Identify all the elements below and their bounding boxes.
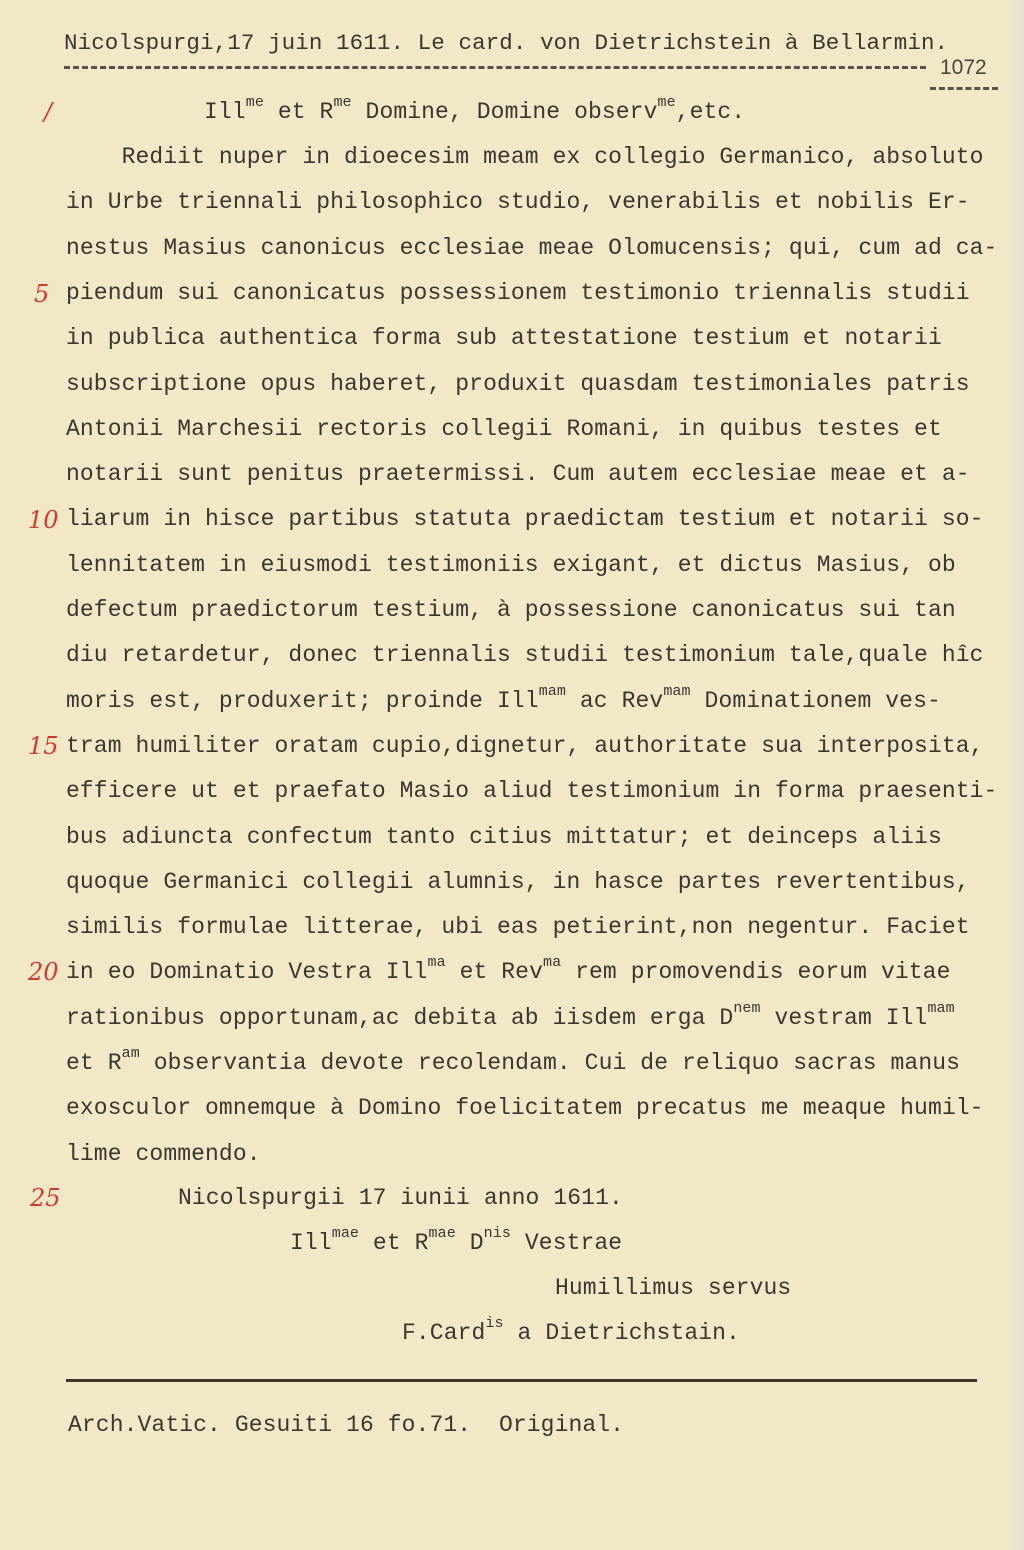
superscript-abbreviation: me — [245, 94, 264, 111]
salutation — [204, 94, 746, 129]
text-segment: quoque Germanici collegii alumnis, in hasce partes revertentibus, — [66, 868, 970, 895]
text-segment: Antonii Marchesii rectoris collegii Romani, in quibus testes et — [66, 415, 942, 442]
body-line — [66, 505, 984, 533]
text-segment: Ill — [290, 1230, 332, 1256]
body-line — [66, 1140, 261, 1168]
text-segment: piendum sui canonicatus possessionem testimonio triennalis studii — [66, 279, 970, 306]
header-dashed-rule — [64, 66, 926, 69]
superscript-abbreviation: me — [333, 94, 352, 111]
margin-line-number: 5 — [34, 280, 50, 308]
text-segment: nestus Masius canonicus ecclesiae meae Olomucensis; qui, cum ad ca- — [66, 234, 998, 261]
text-segment: Humillimus servus — [555, 1275, 792, 1301]
body-line — [66, 641, 984, 669]
page-edge — [1010, 0, 1024, 1550]
closing-address — [290, 1225, 623, 1260]
margin-line-number: 25 — [30, 1184, 61, 1212]
text-segment: et R — [263, 99, 334, 125]
body-line — [66, 551, 956, 579]
text-segment: et R — [359, 1230, 429, 1256]
superscript-abbreviation: me — [657, 94, 676, 111]
document-header: Nicolspurgi,17 juin 1611. Le card. von Dietrichstein à Bellarmin. — [64, 30, 949, 56]
text-segment: Domine, Domine observ — [351, 99, 658, 125]
closing-servant — [555, 1274, 791, 1302]
body-line — [66, 370, 970, 398]
text-segment: subscriptione opus haberet, produxit quasdam testimoniales patris — [66, 370, 970, 397]
superscript-abbreviation: am — [121, 1045, 140, 1062]
superscript-abbreviation: mae — [331, 1225, 360, 1242]
body-line — [66, 682, 941, 718]
body-line — [66, 913, 970, 941]
body-line — [66, 868, 970, 896]
margin-line-number: 10 — [28, 506, 59, 534]
margin-line-number: 15 — [28, 732, 59, 760]
text-segment: defectum praedictorum testium, à possessione canonicatus sui tan — [66, 597, 956, 623]
text-segment: efficere ut et praefato Masio aliud testimonium in forma praesenti- — [66, 778, 998, 805]
text-segment: diu retardetur, donec triennalis studii testimonium tale,quale hîc — [66, 642, 984, 669]
body-line — [66, 1045, 961, 1080]
body-line — [66, 999, 955, 1035]
text-segment: Nicolspurgii 17 iunii anno 1611. — [178, 1185, 623, 1211]
margin-line-number: 20 — [28, 958, 59, 986]
signature — [402, 1315, 740, 1350]
footer-rule — [66, 1379, 977, 1382]
body-line — [66, 823, 942, 851]
margin-line-number: / — [44, 98, 53, 126]
body-line — [66, 143, 984, 171]
superscript-abbreviation: is — [485, 1315, 504, 1332]
body-line — [66, 777, 997, 805]
text-segment: tram humiliter oratam cupio,dignetur, authoritate sua interposita, — [66, 732, 984, 759]
text-segment: in Urbe triennali philosophico studio, venerabilis et nobilis Er- — [66, 189, 970, 216]
text-segment: ac Rev — [566, 687, 664, 714]
superscript-abbreviation: mam — [927, 999, 955, 1017]
text-segment: D — [455, 1230, 484, 1256]
text-segment: Vestrae — [510, 1230, 623, 1256]
text-segment: lime commendo. — [66, 1140, 261, 1167]
text-segment: observantia devote recolendam. Cui de reliquo sacras manus — [139, 1050, 961, 1076]
text-segment: notarii sunt penitus praetermissi. Cum autem ecclesiae meae et a- — [66, 461, 970, 488]
text-segment: exosculor omnemque à Domino foelicitatem precatus me meaque humil- — [66, 1095, 984, 1122]
superscript-abbreviation: ma — [543, 954, 562, 972]
text-segment: F.Card — [402, 1320, 486, 1346]
text-segment: in eo Dominatio Vestra Ill — [66, 959, 428, 986]
page-number: 1072 — [940, 56, 987, 79]
body-line — [66, 415, 942, 443]
text-segment: bus adiuncta confectum tanto citius mittatur; et deinceps aliis — [66, 823, 942, 850]
text-segment: et Rev — [445, 959, 543, 986]
superscript-abbreviation: mam — [663, 682, 691, 700]
body-line — [66, 1094, 984, 1122]
body-line — [66, 954, 951, 989]
superscript-abbreviation: mae — [428, 1225, 456, 1242]
superscript-abbreviation: mam — [538, 682, 566, 700]
text-segment: in publica authentica forma sub attestatione testium et notarii — [66, 325, 942, 352]
body-line — [66, 188, 970, 216]
page-number-underline — [930, 87, 998, 90]
body-line — [66, 732, 984, 760]
text-segment: similis formulae litterae, ubi eas petierint,non negentur. Faciet — [66, 914, 970, 941]
text-segment: vestram Ill — [760, 1004, 928, 1031]
text-segment: rationibus opportunam,ac debita ab iisdem erga D — [66, 1004, 734, 1031]
superscript-abbreviation: nis — [483, 1225, 511, 1242]
text-segment: lennitatem in eiusmodi testimoniis exigant, et dictus Masius, ob — [66, 551, 956, 578]
text-segment: Ill — [204, 99, 246, 125]
text-segment: moris est, produxerit; proinde Ill — [66, 687, 539, 714]
closing-place-date — [178, 1184, 623, 1212]
text-segment: ,etc. — [675, 99, 746, 125]
text-segment: et R — [66, 1050, 122, 1076]
body-line — [66, 596, 956, 624]
superscript-abbreviation: ma — [427, 954, 446, 972]
text-segment: Rediit nuper in dioecesim meam ex collegio Germanico, absoluto — [66, 144, 984, 170]
body-line — [66, 234, 997, 262]
source-citation: Arch.Vatic. Gesuiti 16 fo.71. Original. — [68, 1412, 625, 1438]
text-segment: rem promovendis eorum vitae — [561, 959, 951, 986]
body-line — [66, 324, 942, 352]
text-segment: liarum in hisce partibus statuta praedictam testium et notarii so- — [66, 506, 984, 533]
body-line — [66, 460, 970, 488]
text-segment: Dominationem ves- — [690, 687, 941, 714]
superscript-abbreviation: nem — [733, 999, 761, 1017]
body-line — [66, 279, 970, 307]
text-segment: a Dietrichstain. — [503, 1320, 740, 1346]
